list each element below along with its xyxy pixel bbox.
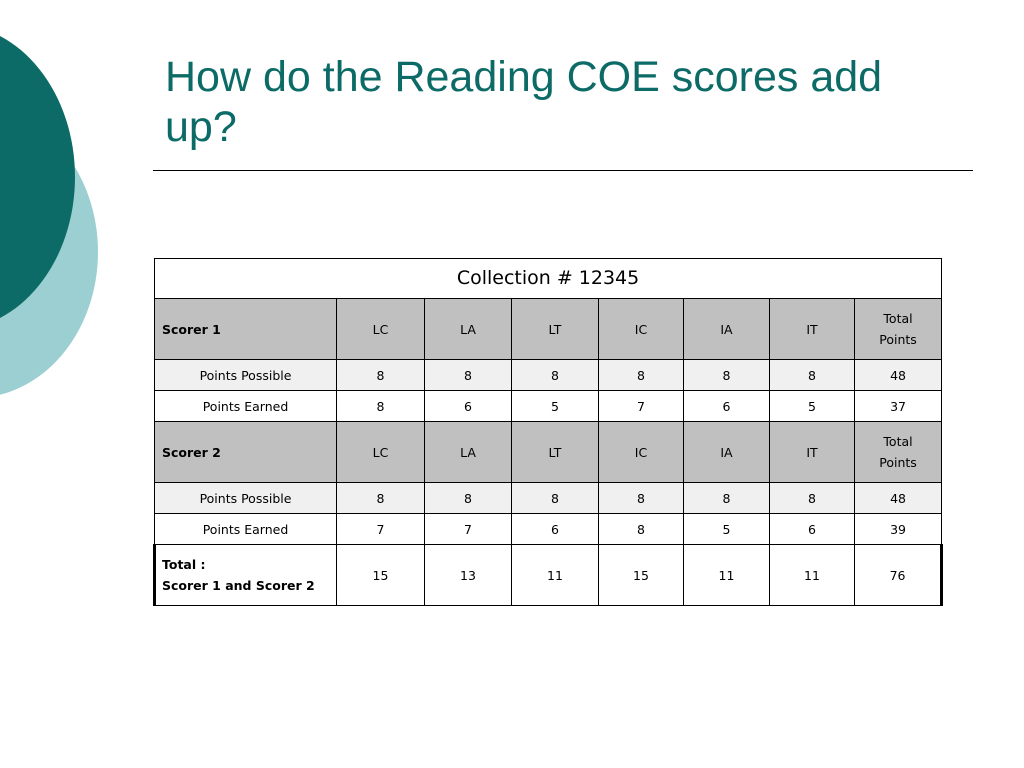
table-cell: 76 [855, 545, 942, 606]
combined-total-row [155, 545, 942, 606]
table-cell: 6 [770, 514, 855, 545]
table-cell: 11 [770, 545, 855, 606]
table-cell: 8 [770, 483, 855, 514]
table-cell: 7 [599, 391, 684, 422]
table-cell: 11 [684, 545, 770, 606]
table-cell: 8 [684, 360, 770, 391]
column-header: LC [337, 422, 425, 483]
table-cell: 8 [599, 360, 684, 391]
row-label: Points Earned [155, 391, 337, 422]
table-cell: 7 [425, 514, 512, 545]
table-cell: 8 [684, 483, 770, 514]
table-cell: 5 [684, 514, 770, 545]
table-cell: 8 [337, 391, 425, 422]
column-header: IT [770, 422, 855, 483]
row-label: Points Possible [155, 360, 337, 391]
total-points-header [855, 422, 942, 483]
column-header: LA [425, 299, 512, 360]
scorer1-header-row [155, 299, 942, 360]
slide-title: How do the Reading COE scores add up? [165, 53, 883, 151]
column-header: IC [599, 422, 684, 483]
column-header: LC [337, 299, 425, 360]
table-cell: 15 [599, 545, 684, 606]
column-header: IA [684, 299, 770, 360]
table-cell: 8 [425, 483, 512, 514]
scorer2-header-row [155, 422, 942, 483]
table-cell: 39 [855, 514, 942, 545]
table-cell: 15 [337, 545, 425, 606]
column-header: LT [512, 422, 599, 483]
total-header-line1: Total [883, 311, 913, 326]
table-cell: 8 [512, 483, 599, 514]
table-caption-row [155, 259, 942, 299]
table-cell: 5 [512, 391, 599, 422]
table-cell: 7 [337, 514, 425, 545]
table-cell: 8 [425, 360, 512, 391]
column-header: IA [684, 422, 770, 483]
row-label: Points Possible [155, 483, 337, 514]
title-divider [153, 170, 973, 171]
scorer1-label: Scorer 1 [155, 299, 337, 360]
total-header-line1: Total [883, 434, 913, 449]
total-header-line2: Points [879, 332, 917, 347]
total-header-line2: Points [879, 455, 917, 470]
column-header: LT [512, 299, 599, 360]
table-row [155, 514, 942, 545]
table-cell: 37 [855, 391, 942, 422]
table-row [155, 360, 942, 391]
combined-label-line2: Scorer 1 and Scorer 2 [162, 578, 315, 593]
score-table [153, 258, 943, 606]
table-row [155, 391, 942, 422]
combined-label-line1: Total : [162, 557, 206, 572]
table-cell: 5 [770, 391, 855, 422]
table-cell: 48 [855, 360, 942, 391]
table-cell: 8 [512, 360, 599, 391]
column-header: LA [425, 422, 512, 483]
table-cell: 8 [599, 514, 684, 545]
table-cell: 11 [512, 545, 599, 606]
column-header: IC [599, 299, 684, 360]
table-cell: 8 [599, 483, 684, 514]
collection-caption: Collection # 12345 [155, 259, 942, 299]
table-cell: 8 [337, 360, 425, 391]
table-cell: 6 [425, 391, 512, 422]
scorer2-label: Scorer 2 [155, 422, 337, 483]
column-header: IT [770, 299, 855, 360]
combined-total-label [155, 545, 337, 606]
total-points-header [855, 299, 942, 360]
table-cell: 8 [770, 360, 855, 391]
table-cell: 8 [337, 483, 425, 514]
table-cell: 6 [684, 391, 770, 422]
table-row [155, 483, 942, 514]
table-cell: 13 [425, 545, 512, 606]
row-label: Points Earned [155, 514, 337, 545]
table-cell: 48 [855, 483, 942, 514]
table-cell: 6 [512, 514, 599, 545]
